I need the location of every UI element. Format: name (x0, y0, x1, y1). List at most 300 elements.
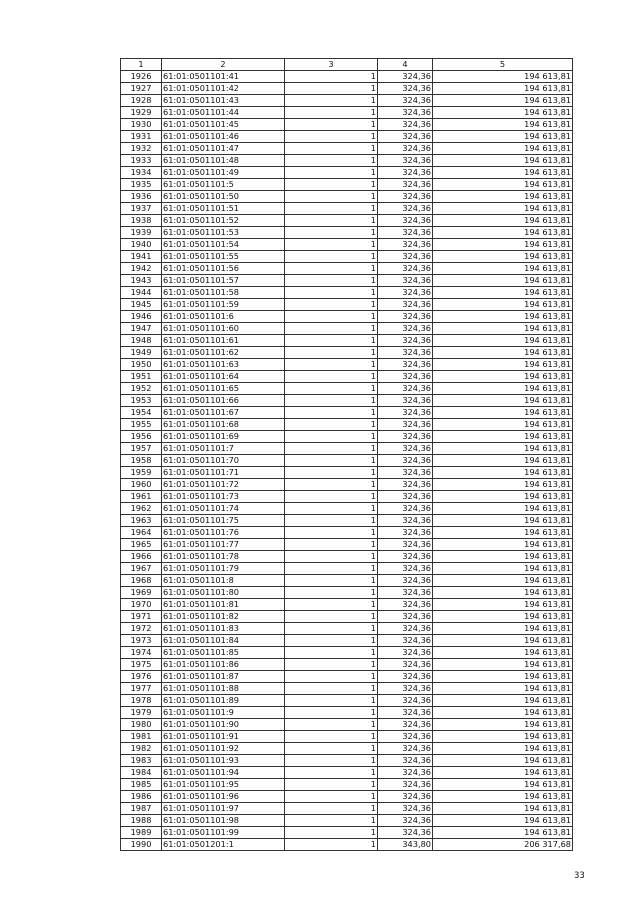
area-cell: 324,36 (378, 731, 433, 743)
cadastral-number-cell: 61:01:0501101:48 (162, 155, 285, 167)
value-cell: 194 613,81 (433, 407, 573, 419)
row-number-cell: 1990 (121, 839, 162, 851)
value-cell: 194 613,81 (433, 623, 573, 635)
count-cell: 1 (285, 215, 378, 227)
table-row (121, 755, 573, 767)
area-cell: 324,36 (378, 779, 433, 791)
cadastral-number-cell: 61:01:0501101:94 (162, 767, 285, 779)
row-number-cell: 1949 (121, 347, 162, 359)
row-number-cell: 1936 (121, 191, 162, 203)
cadastral-number-cell: 61:01:0501101:87 (162, 671, 285, 683)
cadastral-number-cell: 61:01:0501101:54 (162, 239, 285, 251)
area-cell: 324,36 (378, 599, 433, 611)
count-cell: 1 (285, 143, 378, 155)
count-cell: 1 (285, 287, 378, 299)
value-cell: 194 613,81 (433, 563, 573, 575)
cadastral-number-cell: 61:01:0501101:76 (162, 527, 285, 539)
row-number-cell: 1988 (121, 815, 162, 827)
column-header-2: 2 (162, 59, 285, 71)
table-row (121, 119, 573, 131)
cadastral-number-cell: 61:01:0501101:43 (162, 95, 285, 107)
cadastral-number-cell: 61:01:0501101:64 (162, 371, 285, 383)
area-cell: 324,36 (378, 671, 433, 683)
value-cell: 194 613,81 (433, 695, 573, 707)
table-row (121, 455, 573, 467)
row-number-cell: 1937 (121, 203, 162, 215)
cadastral-number-cell: 61:01:0501101:9 (162, 707, 285, 719)
count-cell: 1 (285, 695, 378, 707)
cadastral-number-cell: 61:01:0501101:84 (162, 635, 285, 647)
row-number-cell: 1926 (121, 71, 162, 83)
area-cell: 324,36 (378, 83, 433, 95)
table-row (121, 83, 573, 95)
value-cell: 194 613,81 (433, 719, 573, 731)
value-cell: 194 613,81 (433, 527, 573, 539)
value-cell: 194 613,81 (433, 335, 573, 347)
count-cell: 1 (285, 683, 378, 695)
table-row (121, 731, 573, 743)
table-row (121, 635, 573, 647)
cadastral-number-cell: 61:01:0501101:77 (162, 539, 285, 551)
area-cell: 324,36 (378, 647, 433, 659)
count-cell: 1 (285, 323, 378, 335)
table-row (121, 779, 573, 791)
row-number-cell: 1933 (121, 155, 162, 167)
value-cell: 194 613,81 (433, 647, 573, 659)
area-cell: 324,36 (378, 203, 433, 215)
value-cell: 194 613,81 (433, 443, 573, 455)
cadastral-number-cell: 61:01:0501101:57 (162, 275, 285, 287)
row-number-cell: 1954 (121, 407, 162, 419)
table-row (121, 407, 573, 419)
table-row (121, 827, 573, 839)
row-number-cell: 1968 (121, 575, 162, 587)
row-number-cell: 1977 (121, 683, 162, 695)
table-row (121, 431, 573, 443)
table-row (121, 203, 573, 215)
row-number-cell: 1975 (121, 659, 162, 671)
cadastral-number-cell: 61:01:0501101:49 (162, 167, 285, 179)
count-cell: 1 (285, 515, 378, 527)
cadastral-number-cell: 61:01:0501101:80 (162, 587, 285, 599)
cadastral-number-cell: 61:01:0501101:88 (162, 683, 285, 695)
row-number-cell: 1984 (121, 767, 162, 779)
column-header-5: 5 (433, 59, 573, 71)
row-number-cell: 1974 (121, 647, 162, 659)
count-cell: 1 (285, 311, 378, 323)
area-cell: 324,36 (378, 251, 433, 263)
row-number-cell: 1982 (121, 743, 162, 755)
area-cell: 324,36 (378, 239, 433, 251)
area-cell: 324,36 (378, 719, 433, 731)
table-row (121, 371, 573, 383)
area-cell: 324,36 (378, 71, 433, 83)
table-row (121, 395, 573, 407)
cadastral-number-cell: 61:01:0501101:72 (162, 479, 285, 491)
area-cell: 324,36 (378, 803, 433, 815)
table-row (121, 191, 573, 203)
area-cell: 324,36 (378, 167, 433, 179)
count-cell: 1 (285, 155, 378, 167)
cadastral-number-cell: 61:01:0501101:79 (162, 563, 285, 575)
table-row (121, 563, 573, 575)
table-row (121, 335, 573, 347)
area-cell: 324,36 (378, 791, 433, 803)
count-cell: 1 (285, 431, 378, 443)
table-row (121, 215, 573, 227)
value-cell: 194 613,81 (433, 539, 573, 551)
area-cell: 324,36 (378, 479, 433, 491)
count-cell: 1 (285, 767, 378, 779)
row-number-cell: 1976 (121, 671, 162, 683)
row-number-cell: 1932 (121, 143, 162, 155)
table-row (121, 467, 573, 479)
area-cell: 324,36 (378, 539, 433, 551)
count-cell: 1 (285, 107, 378, 119)
cadastral-number-cell: 61:01:0501101:47 (162, 143, 285, 155)
value-cell: 194 613,81 (433, 359, 573, 371)
value-cell: 194 613,81 (433, 167, 573, 179)
area-cell: 324,36 (378, 827, 433, 839)
row-number-cell: 1939 (121, 227, 162, 239)
area-cell: 324,36 (378, 503, 433, 515)
cadastral-number-cell: 61:01:0501101:89 (162, 695, 285, 707)
count-cell: 1 (285, 83, 378, 95)
value-cell: 194 613,81 (433, 479, 573, 491)
value-cell: 194 613,81 (433, 515, 573, 527)
row-number-cell: 1965 (121, 539, 162, 551)
value-cell: 194 613,81 (433, 575, 573, 587)
cadastral-number-cell: 61:01:0501101:65 (162, 383, 285, 395)
row-number-cell: 1935 (121, 179, 162, 191)
count-cell: 1 (285, 503, 378, 515)
area-cell: 324,36 (378, 455, 433, 467)
row-number-cell: 1943 (121, 275, 162, 287)
row-number-cell: 1938 (121, 215, 162, 227)
table-row (121, 299, 573, 311)
value-cell: 194 613,81 (433, 659, 573, 671)
count-cell: 1 (285, 467, 378, 479)
area-cell: 324,36 (378, 815, 433, 827)
table-row (121, 647, 573, 659)
row-number-cell: 1967 (121, 563, 162, 575)
table-row (121, 239, 573, 251)
cadastral-number-cell: 61:01:0501101:90 (162, 719, 285, 731)
count-cell: 1 (285, 335, 378, 347)
table-row (121, 575, 573, 587)
cadastral-number-cell: 61:01:0501101:82 (162, 611, 285, 623)
row-number-cell: 1959 (121, 467, 162, 479)
area-cell: 324,36 (378, 707, 433, 719)
count-cell: 1 (285, 383, 378, 395)
table-row (121, 227, 573, 239)
area-cell: 324,36 (378, 659, 433, 671)
value-cell: 194 613,81 (433, 203, 573, 215)
row-number-cell: 1941 (121, 251, 162, 263)
row-number-cell: 1973 (121, 635, 162, 647)
cadastral-number-cell: 61:01:0501101:42 (162, 83, 285, 95)
value-cell: 194 613,81 (433, 611, 573, 623)
area-cell: 324,36 (378, 623, 433, 635)
cadastral-number-cell: 61:01:0501101:75 (162, 515, 285, 527)
count-cell: 1 (285, 731, 378, 743)
value-cell: 194 613,81 (433, 767, 573, 779)
value-cell: 194 613,81 (433, 503, 573, 515)
value-cell: 194 613,81 (433, 383, 573, 395)
count-cell: 1 (285, 371, 378, 383)
cadastral-number-cell: 61:01:0501101:51 (162, 203, 285, 215)
row-number-cell: 1969 (121, 587, 162, 599)
cadastral-number-cell: 61:01:0501101:55 (162, 251, 285, 263)
value-cell: 194 613,81 (433, 275, 573, 287)
row-number-cell: 1978 (121, 695, 162, 707)
count-cell: 1 (285, 551, 378, 563)
count-cell: 1 (285, 671, 378, 683)
value-cell: 194 613,81 (433, 371, 573, 383)
cadastral-number-cell: 61:01:0501101:7 (162, 443, 285, 455)
count-cell: 1 (285, 623, 378, 635)
row-number-cell: 1951 (121, 371, 162, 383)
count-cell: 1 (285, 791, 378, 803)
area-cell: 324,36 (378, 695, 433, 707)
area-cell: 324,36 (378, 467, 433, 479)
row-number-cell: 1931 (121, 131, 162, 143)
value-cell: 194 613,81 (433, 779, 573, 791)
count-cell: 1 (285, 263, 378, 275)
table-row (121, 479, 573, 491)
area-cell: 324,36 (378, 131, 433, 143)
area-cell: 324,36 (378, 587, 433, 599)
value-cell: 194 613,81 (433, 323, 573, 335)
value-cell: 194 613,81 (433, 239, 573, 251)
table-row (121, 539, 573, 551)
table-row (121, 155, 573, 167)
count-cell: 1 (285, 755, 378, 767)
value-cell: 194 613,81 (433, 215, 573, 227)
row-number-cell: 1962 (121, 503, 162, 515)
cadastral-number-cell: 61:01:0501101:6 (162, 311, 285, 323)
cadastral-number-cell: 61:01:0501101:92 (162, 743, 285, 755)
area-cell: 324,36 (378, 227, 433, 239)
value-cell: 194 613,81 (433, 455, 573, 467)
value-cell: 194 613,81 (433, 83, 573, 95)
cadastral-number-cell: 61:01:0501101:52 (162, 215, 285, 227)
area-cell: 324,36 (378, 359, 433, 371)
count-cell: 1 (285, 479, 378, 491)
area-cell: 324,36 (378, 335, 433, 347)
area-cell: 324,36 (378, 107, 433, 119)
count-cell: 1 (285, 611, 378, 623)
value-cell: 194 613,81 (433, 263, 573, 275)
row-number-cell: 1961 (121, 491, 162, 503)
value-cell: 194 613,81 (433, 179, 573, 191)
table-body (121, 71, 573, 851)
count-cell: 1 (285, 119, 378, 131)
area-cell: 324,36 (378, 551, 433, 563)
row-number-cell: 1956 (121, 431, 162, 443)
page-number: 33 (574, 871, 585, 881)
table-row (121, 311, 573, 323)
area-cell: 324,36 (378, 431, 433, 443)
cadastral-number-cell: 61:01:0501101:91 (162, 731, 285, 743)
cadastral-number-cell: 61:01:0501101:86 (162, 659, 285, 671)
value-cell: 194 613,81 (433, 671, 573, 683)
area-cell: 324,36 (378, 119, 433, 131)
count-cell: 1 (285, 395, 378, 407)
area-cell: 324,36 (378, 371, 433, 383)
count-cell: 1 (285, 227, 378, 239)
count-cell: 1 (285, 647, 378, 659)
table-row (121, 347, 573, 359)
value-cell: 194 613,81 (433, 107, 573, 119)
cadastral-number-cell: 61:01:0501101:70 (162, 455, 285, 467)
count-cell: 1 (285, 707, 378, 719)
table-row (121, 815, 573, 827)
table-row (121, 623, 573, 635)
row-number-cell: 1963 (121, 515, 162, 527)
cadastral-number-cell: 61:01:0501101:61 (162, 335, 285, 347)
table-row (121, 275, 573, 287)
count-cell: 1 (285, 167, 378, 179)
table-row (121, 143, 573, 155)
area-cell: 324,36 (378, 395, 433, 407)
table-row (121, 263, 573, 275)
area-cell: 324,36 (378, 563, 433, 575)
row-number-cell: 1947 (121, 323, 162, 335)
area-cell: 324,36 (378, 755, 433, 767)
table-row (121, 695, 573, 707)
row-number-cell: 1983 (121, 755, 162, 767)
area-cell: 324,36 (378, 179, 433, 191)
cadastral-number-cell: 61:01:0501101:85 (162, 647, 285, 659)
value-cell: 194 613,81 (433, 707, 573, 719)
cadastral-number-cell: 61:01:0501101:66 (162, 395, 285, 407)
row-number-cell: 1929 (121, 107, 162, 119)
area-cell: 324,36 (378, 743, 433, 755)
row-number-cell: 1970 (121, 599, 162, 611)
cadastral-number-cell: 61:01:0501101:50 (162, 191, 285, 203)
count-cell: 1 (285, 203, 378, 215)
area-cell: 324,36 (378, 407, 433, 419)
cadastral-number-cell: 61:01:0501101:95 (162, 779, 285, 791)
count-cell: 1 (285, 179, 378, 191)
cadastral-number-cell: 61:01:0501101:56 (162, 263, 285, 275)
row-number-cell: 1928 (121, 95, 162, 107)
cadastral-number-cell: 61:01:0501101:93 (162, 755, 285, 767)
table-header-row (121, 59, 573, 71)
table-row (121, 611, 573, 623)
row-number-cell: 1989 (121, 827, 162, 839)
count-cell: 1 (285, 539, 378, 551)
count-cell: 1 (285, 575, 378, 587)
row-number-cell: 1945 (121, 299, 162, 311)
value-cell: 194 613,81 (433, 419, 573, 431)
table-row (121, 443, 573, 455)
count-cell: 1 (285, 419, 378, 431)
table-row (121, 251, 573, 263)
area-cell: 324,36 (378, 215, 433, 227)
cadastral-number-cell: 61:01:0501101:97 (162, 803, 285, 815)
cadastral-number-cell: 61:01:0501101:59 (162, 299, 285, 311)
count-cell: 1 (285, 347, 378, 359)
value-cell: 194 613,81 (433, 491, 573, 503)
row-number-cell: 1944 (121, 287, 162, 299)
value-cell: 194 613,81 (433, 587, 573, 599)
area-cell: 324,36 (378, 419, 433, 431)
table-row (121, 767, 573, 779)
area-cell: 324,36 (378, 611, 433, 623)
value-cell: 194 613,81 (433, 791, 573, 803)
value-cell: 194 613,81 (433, 395, 573, 407)
row-number-cell: 1942 (121, 263, 162, 275)
value-cell: 194 613,81 (433, 803, 573, 815)
value-cell: 194 613,81 (433, 815, 573, 827)
count-cell: 1 (285, 587, 378, 599)
table-row (121, 167, 573, 179)
row-number-cell: 1948 (121, 335, 162, 347)
area-cell: 324,36 (378, 527, 433, 539)
count-cell: 1 (285, 779, 378, 791)
count-cell: 1 (285, 659, 378, 671)
count-cell: 1 (285, 71, 378, 83)
table-row (121, 599, 573, 611)
table-row (121, 107, 573, 119)
row-number-cell: 1958 (121, 455, 162, 467)
count-cell: 1 (285, 599, 378, 611)
count-cell: 1 (285, 839, 378, 851)
table-row (121, 791, 573, 803)
area-cell: 324,36 (378, 347, 433, 359)
cadastral-number-cell: 61:01:0501101:81 (162, 599, 285, 611)
count-cell: 1 (285, 635, 378, 647)
column-header-4: 4 (378, 59, 433, 71)
count-cell: 1 (285, 131, 378, 143)
count-cell: 1 (285, 251, 378, 263)
count-cell: 1 (285, 95, 378, 107)
row-number-cell: 1981 (121, 731, 162, 743)
row-number-cell: 1940 (121, 239, 162, 251)
cadastral-number-cell: 61:01:0501101:5 (162, 179, 285, 191)
row-number-cell: 1986 (121, 791, 162, 803)
table-row (121, 419, 573, 431)
count-cell: 1 (285, 719, 378, 731)
table-row (121, 683, 573, 695)
row-number-cell: 1964 (121, 527, 162, 539)
row-number-cell: 1987 (121, 803, 162, 815)
area-cell: 324,36 (378, 443, 433, 455)
area-cell: 324,36 (378, 95, 433, 107)
count-cell: 1 (285, 803, 378, 815)
cadastral-number-cell: 61:01:0501101:41 (162, 71, 285, 83)
cadastral-number-cell: 61:01:0501101:68 (162, 419, 285, 431)
table-row (121, 515, 573, 527)
cadastral-number-cell: 61:01:0501101:99 (162, 827, 285, 839)
table-row (121, 839, 573, 851)
value-cell: 194 613,81 (433, 287, 573, 299)
count-cell: 1 (285, 443, 378, 455)
count-cell: 1 (285, 563, 378, 575)
count-cell: 1 (285, 359, 378, 371)
table-row (121, 587, 573, 599)
row-number-cell: 1985 (121, 779, 162, 791)
cadastral-number-cell: 61:01:0501101:58 (162, 287, 285, 299)
value-cell: 194 613,81 (433, 143, 573, 155)
value-cell: 194 613,81 (433, 227, 573, 239)
area-cell: 324,36 (378, 275, 433, 287)
area-cell: 324,36 (378, 491, 433, 503)
cadastral-number-cell: 61:01:0501101:44 (162, 107, 285, 119)
value-cell: 194 613,81 (433, 431, 573, 443)
